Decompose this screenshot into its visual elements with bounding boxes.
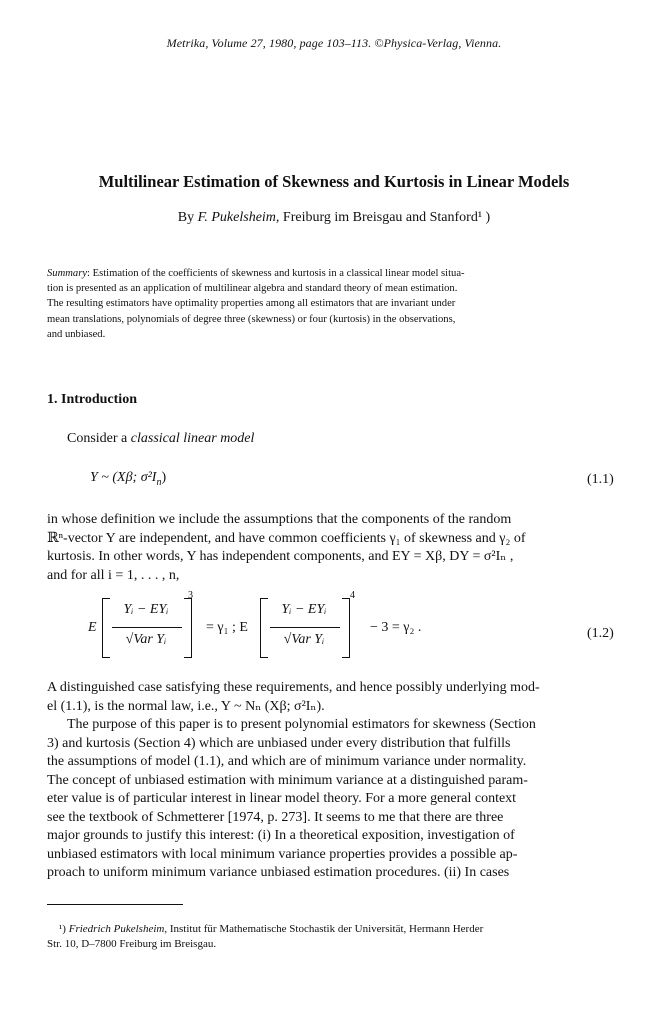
paper-title: Multilinear Estimation of Skewness and Kurtosis in Linear Models bbox=[98, 172, 570, 191]
fraction-numerator: Yᵢ − EYᵢ bbox=[123, 602, 169, 617]
intro-sentence: Consider a classical linear model bbox=[67, 431, 255, 446]
right-bracket bbox=[342, 598, 350, 658]
paragraph bbox=[47, 679, 623, 716]
section-heading: 1. Introduction bbox=[47, 392, 137, 407]
author-name: F. Pukelsheim, bbox=[197, 210, 280, 225]
summary-block bbox=[47, 266, 619, 342]
equation-1-2 bbox=[88, 590, 568, 666]
power-three: 3 bbox=[188, 590, 193, 601]
footnote-line: ¹) Friedrich Pukelsheim, Institut für Mathematische Stochastik der Universität, Hermann Herder bbox=[59, 923, 484, 935]
paragraph-line: proach to uniform minimum variance unbiased estimation procedures. (ii) In cases bbox=[47, 865, 510, 880]
right-bracket bbox=[184, 598, 192, 658]
paragraph-line: A distinguished case satisfying these requirements, and hence possibly underlying mod- bbox=[47, 680, 540, 695]
expectation-symbol: E bbox=[88, 620, 97, 635]
paragraph-line: 3) and kurtosis (Section 4) which are unbiased under every distribution that fulfills bbox=[47, 735, 511, 751]
footnote-author: Friedrich Pukelsheim, bbox=[65, 923, 168, 935]
summary-line: tion is presented as an application of multilinear algebra and standard theory of mean estimation. bbox=[47, 283, 458, 295]
fraction-numerator: Yᵢ − EYᵢ bbox=[281, 602, 327, 617]
paragraph-line: kurtosis. In other words, Y has independent components, and EY = Xβ, DY = σ²Iₙ , bbox=[47, 549, 514, 564]
summary-label: Summary bbox=[47, 268, 88, 279]
left-bracket bbox=[260, 598, 268, 658]
paragraph-line: The purpose of this paper is to present polynomial estimators for skewness (Section bbox=[67, 717, 536, 732]
paragraph-line: in whose definition we include the assumptions that the components of the random bbox=[47, 512, 512, 527]
paragraph-line: and for all i = 1, . . . , n, bbox=[47, 567, 180, 583]
paragraph bbox=[47, 716, 623, 883]
footnote bbox=[47, 922, 623, 952]
paragraph-line: el (1.1), is the normal law, i.e., Y ~ Nₙ (Xβ; σ²Iₙ). bbox=[47, 698, 325, 714]
paragraph-line: The concept of unbiased estimation with minimum variance at a distinguished param- bbox=[47, 772, 528, 788]
emphasis: classical linear model bbox=[130, 431, 255, 446]
journal-citation: Metrika, Volume 27, 1980, page 103–113. ©Physica-Verlag, Vienna. bbox=[166, 36, 502, 50]
summary-line: and unbiased. bbox=[47, 328, 106, 340]
fraction-bar bbox=[270, 627, 340, 628]
paragraph-line: eter value is of particular interest in linear model theory. For a more general context bbox=[47, 791, 517, 806]
byline-prefix: By bbox=[177, 210, 198, 225]
footnote-rule bbox=[47, 904, 183, 905]
summary-line: The resulting estimators have optimality properties among all estimators that are invariant under bbox=[47, 298, 456, 310]
power-four: 4 bbox=[350, 590, 355, 601]
summary-line: Summary: Estimation of the coefficients of skewness and kurtosis in a classical linear model situa- bbox=[47, 268, 465, 279]
fraction-denominator: √Var Yᵢ bbox=[283, 632, 325, 647]
paragraph bbox=[47, 511, 623, 585]
left-bracket bbox=[102, 598, 110, 658]
fraction-denominator: √Var Yᵢ bbox=[125, 632, 167, 647]
footnote-mark: ¹) bbox=[59, 923, 66, 935]
equation-1-1: Y ~ (Xβ; $\sigma^2I_n$) bbox=[90, 470, 167, 488]
footnote-line: Str. 10, D–7800 Freiburg im Breisgau. bbox=[47, 938, 217, 950]
paragraph-line: ℝⁿ-vector Y are independent, and have common coefficients γ₁ of skewness and γ₂ of bbox=[47, 530, 526, 546]
equation-tail: − 3 = γ₂ . bbox=[370, 620, 422, 635]
author-affiliation: Freiburg im Breisgau and Stanford¹ ) bbox=[279, 210, 491, 225]
author-byline bbox=[0, 210, 668, 226]
equation-number: (1.2) bbox=[587, 626, 614, 641]
fraction-bar bbox=[112, 627, 182, 628]
paragraph-line: see the textbook of Schmetterer [1974, p. 273]. It seems to me that there are three bbox=[47, 809, 504, 825]
paragraph-line: unbiased estimators with local minimum variance properties provides a possible ap- bbox=[47, 846, 518, 862]
summary-line: mean translations, polynomials of degree three (skewness) or four (kurtosis) in the observations, bbox=[47, 313, 456, 325]
equation-number: (1.1) bbox=[587, 472, 614, 487]
paragraph-line: the assumptions of model (1.1), and which are of minimum variance under normality. bbox=[47, 754, 527, 769]
equation-middle: = γ₁ ; E bbox=[206, 620, 248, 635]
paragraph-line: major grounds to justify this interest: (i) In a theoretical exposition, investigation of bbox=[47, 828, 515, 843]
